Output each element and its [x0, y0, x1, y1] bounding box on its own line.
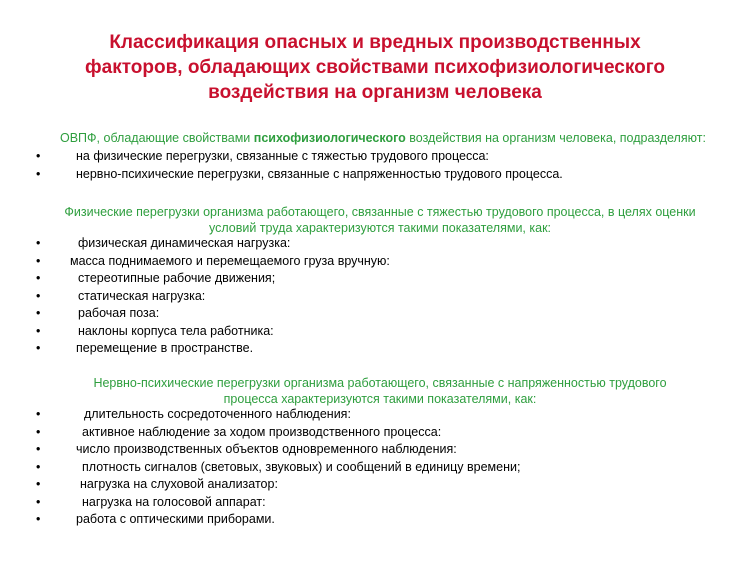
nervous-heading-line2: процесса характеризуются такими показателями, как: — [223, 392, 537, 406]
list-item-text: масса поднимаемого и перемещаемого груза вручную: — [70, 253, 390, 268]
physical-heading-line1: Физические перегрузки организма работающего, связанные с тяжестью трудового процесса, в целях оценки — [64, 205, 696, 219]
list-item-text: длительность сосредоточенного наблюдения: — [84, 407, 351, 421]
bullet: • — [36, 288, 41, 303]
physical-heading — [40, 204, 720, 236]
list-item-text: перемещение в пространстве. — [76, 341, 254, 355]
list-item-text: наклоны корпуса тела работника: — [78, 323, 274, 338]
bullet: • — [36, 149, 41, 163]
list-item-text: нагрузка на слуховой анализатор: — [80, 477, 278, 491]
slide-title: Классификация опасных и вредных производственных факторов, обладающих свойствами психофизиологического воздействия на организм человека — [85, 32, 665, 103]
intro-paragraph — [60, 130, 740, 146]
list-item-text: нагрузка на голосовой аппарат: — [82, 494, 266, 509]
bullet: • — [36, 477, 41, 491]
list-item-text: на физические перегрузки, связанные с тяжестью трудового процесса: — [76, 149, 489, 163]
intro-bold-term: психофизиологического — [253, 131, 406, 145]
bullet: • — [36, 341, 41, 355]
bullet: • — [36, 306, 41, 320]
bullet: • — [36, 271, 41, 285]
list-item-text: стереотипные рабочие движения; — [78, 271, 276, 285]
bullet: • — [36, 442, 41, 456]
bullet: • — [36, 236, 41, 250]
nervous-heading — [40, 375, 720, 407]
bullet: • — [36, 323, 41, 338]
list-item-text: число производственных объектов одновременного наблюдения: — [76, 442, 457, 456]
list-item-text: нервно-психические перегрузки, связанные с напряженностью трудового процесса. — [76, 166, 563, 181]
physical-heading-line2: условий труда характеризуются такими показателями, как: — [208, 221, 552, 235]
bullet: • — [36, 407, 41, 421]
list-item-text: работа с оптическими приборами. — [76, 512, 275, 526]
bullet: • — [36, 253, 41, 268]
bullet: • — [36, 512, 41, 526]
list-item-text: рабочая поза: — [78, 306, 160, 320]
list-item-text: плотность сигналов (световых, звуковых) и сообщений в единицу времени; — [82, 459, 521, 474]
bullet: • — [36, 166, 41, 181]
bullet: • — [36, 494, 41, 509]
intro-prefix: ОВПФ, обладающие свойствами — [60, 131, 254, 145]
intro-suffix: воздействия на организм человека, подразделяют: — [405, 131, 706, 145]
list-item-text: активное наблюдение за ходом производственного процесса: — [82, 424, 442, 439]
nervous-heading-line1: Нервно-психические перегрузки организма работающего, связанные с напряженностью трудового — [93, 376, 667, 390]
list-item-text: физическая динамическая нагрузка: — [78, 236, 291, 250]
list-item-text: статическая нагрузка: — [78, 288, 206, 303]
bullet: • — [36, 424, 41, 439]
bullet: • — [36, 459, 41, 474]
